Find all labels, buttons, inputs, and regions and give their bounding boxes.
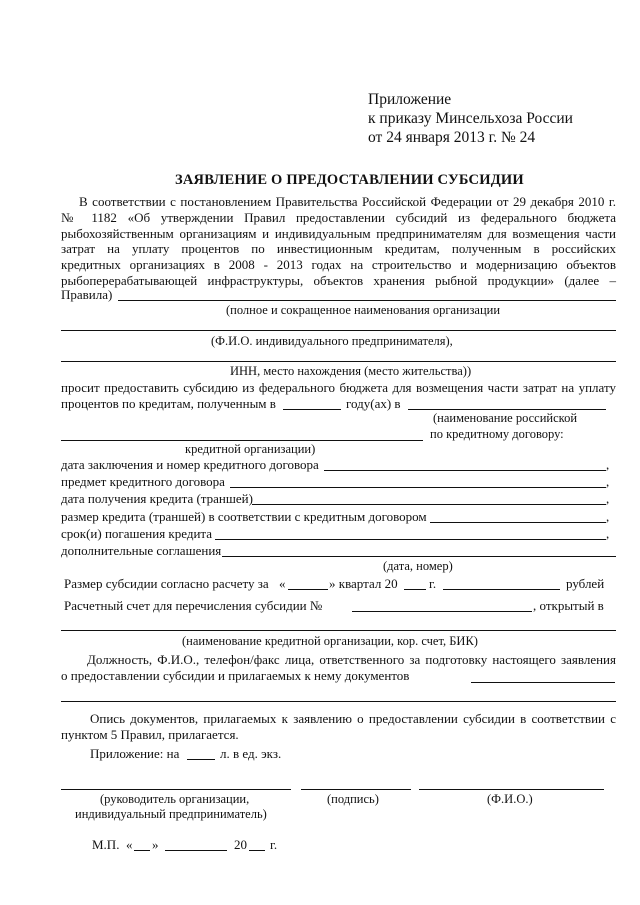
- intro-line: рыбоперерабатывающей инфраструктуры, объектов хранения рыбной продукции» (далее –: [61, 272, 616, 288]
- subsidy-year-field[interactable]: [404, 589, 426, 590]
- responsible-line: Должность, Ф.И.О., телефон/факс лица, ответственного за подготовку настоящего заявления: [87, 652, 616, 667]
- intro-line: В соответствии с постановлением Правительства Российской Федерации от 29 декабря 2010 г.: [79, 194, 616, 209]
- credit-field-label: предмет кредитного договора: [61, 474, 225, 489]
- quote-open: «: [279, 576, 286, 591]
- comma: ,: [606, 509, 610, 524]
- additional-agreements-field[interactable]: [222, 556, 616, 557]
- fio-field[interactable]: [419, 789, 604, 790]
- credit-subject-field[interactable]: [230, 487, 606, 488]
- stamp-label: М.П.: [92, 837, 120, 852]
- order-reference: к приказу Минсельхоза России: [368, 110, 573, 127]
- bank-details-field[interactable]: [61, 630, 616, 631]
- intro-line: рыбохозяйственным организациям и индивидуальным предпринимателям для возмещения части: [61, 225, 616, 241]
- subsidy-label: Размер субсидии согласно расчету за: [64, 576, 269, 591]
- date-number-caption: (дата, номер): [383, 559, 453, 573]
- comma: ,: [606, 526, 610, 541]
- intro-line: кредитных организациях в 2008 - 2013 годах на строительство и модернизацию объектов: [61, 257, 616, 273]
- intro-line-rules: Правила): [61, 287, 113, 302]
- comma: ,: [606, 474, 610, 489]
- bank-caption-2: по кредитному договору:: [430, 427, 564, 441]
- inn-caption: ИНН, место нахождения (место жительства)): [230, 364, 472, 378]
- credit-field-label: дата получения кредита (траншей): [61, 491, 253, 506]
- bank-field[interactable]: [408, 409, 606, 410]
- quote-open: «: [126, 837, 133, 852]
- day-field[interactable]: [134, 850, 150, 851]
- inventory-line: Опись документов, прилагаемых к заявлению о предоставлении субсидии в соответствии с: [90, 711, 616, 726]
- attachment-suffix: л. в ед. экз.: [220, 746, 282, 761]
- head-caption-2: индивидуальный предприниматель): [75, 807, 267, 821]
- year-suffix: г.: [429, 576, 437, 591]
- bank-caption-3: кредитной организации): [185, 442, 316, 456]
- sheets-field[interactable]: [187, 759, 215, 760]
- signature-caption: (подпись): [327, 792, 379, 806]
- org-name-caption: (полное и сокращенное наименования организации: [226, 303, 501, 317]
- credit-receipt-date-field[interactable]: [252, 504, 606, 505]
- attachment-label: Приложение: на: [90, 746, 180, 761]
- year-prefix: 20: [234, 837, 247, 852]
- stamp-year-field[interactable]: [249, 850, 265, 851]
- quarter-label: » квартал 20: [329, 576, 398, 591]
- intro-line: № 1182 «Об утверждении Правил предоставлении субсидий из федерального бюджета: [61, 209, 616, 225]
- comma: ,: [606, 457, 610, 472]
- fio-caption: (Ф.И.О.): [487, 792, 533, 806]
- subsidy-amount-field[interactable]: [443, 589, 560, 590]
- responsible-field[interactable]: [471, 682, 615, 683]
- opened-in-label: , открытый в: [533, 598, 604, 613]
- credit-contract-field[interactable]: [324, 470, 606, 471]
- request-line-2: процентов по кредитам, полученным в: [61, 396, 276, 411]
- responsible-field-2[interactable]: [61, 701, 616, 702]
- head-caption: (руководитель организации,: [100, 792, 250, 806]
- head-signature-field[interactable]: [61, 789, 291, 790]
- bank-caption-1: (наименование российской: [433, 411, 578, 425]
- order-date: от 24 января 2013 г. № 24: [368, 129, 536, 146]
- credit-field-label: размер кредита (траншей) в соответствии с кредитным договором: [61, 509, 427, 524]
- responsible-line-2: о предоставлении субсидии и прилагаемых к нему документов: [61, 668, 410, 683]
- org-name-field-2[interactable]: [61, 330, 616, 331]
- signature-field[interactable]: [301, 789, 411, 790]
- rubles-label: рублей: [566, 576, 605, 591]
- intro-line: затрат на уплату процентов по инвестиционным кредитам, полученным в российских: [61, 241, 616, 257]
- year-suffix: г.: [270, 837, 278, 852]
- org-name-field[interactable]: [118, 300, 616, 301]
- request-line: просит предоставить субсидию из федерального бюджета для возмещения части затрат на уплату: [61, 380, 616, 395]
- page-title: ЗАЯВЛЕНИЕ О ПРЕДОСТАВЛЕНИИ СУБСИДИИ: [175, 172, 524, 188]
- quote-close: »: [152, 837, 159, 852]
- month-field[interactable]: [165, 850, 227, 851]
- quarter-field[interactable]: [288, 589, 328, 590]
- fio-ip-caption: (Ф.И.О. индивидуального предпринимателя),: [211, 334, 453, 348]
- bank-details-caption: (наименование кредитной организации, кор. счет, БИК): [182, 634, 478, 648]
- request-year-label: году(ах) в: [346, 396, 401, 411]
- bank-field-2[interactable]: [61, 440, 423, 441]
- appendix-label: Приложение: [368, 91, 452, 108]
- credit-field-label: дата заключения и номер кредитного договора: [61, 457, 319, 472]
- inn-field[interactable]: [61, 361, 616, 362]
- comma: ,: [606, 491, 610, 506]
- account-number-field[interactable]: [352, 611, 532, 612]
- inventory-line-2: пунктом 5 Правил, прилагается.: [61, 727, 239, 742]
- credit-field-label: срок(и) погашения кредита: [61, 526, 213, 541]
- year-field[interactable]: [283, 409, 341, 410]
- credit-field-label: дополнительные соглашения: [61, 543, 222, 558]
- intro-paragraph: [61, 194, 616, 289]
- credit-term-field[interactable]: [215, 539, 606, 540]
- credit-amount-field[interactable]: [430, 522, 606, 523]
- account-label: Расчетный счет для перечисления субсидии №: [64, 598, 323, 613]
